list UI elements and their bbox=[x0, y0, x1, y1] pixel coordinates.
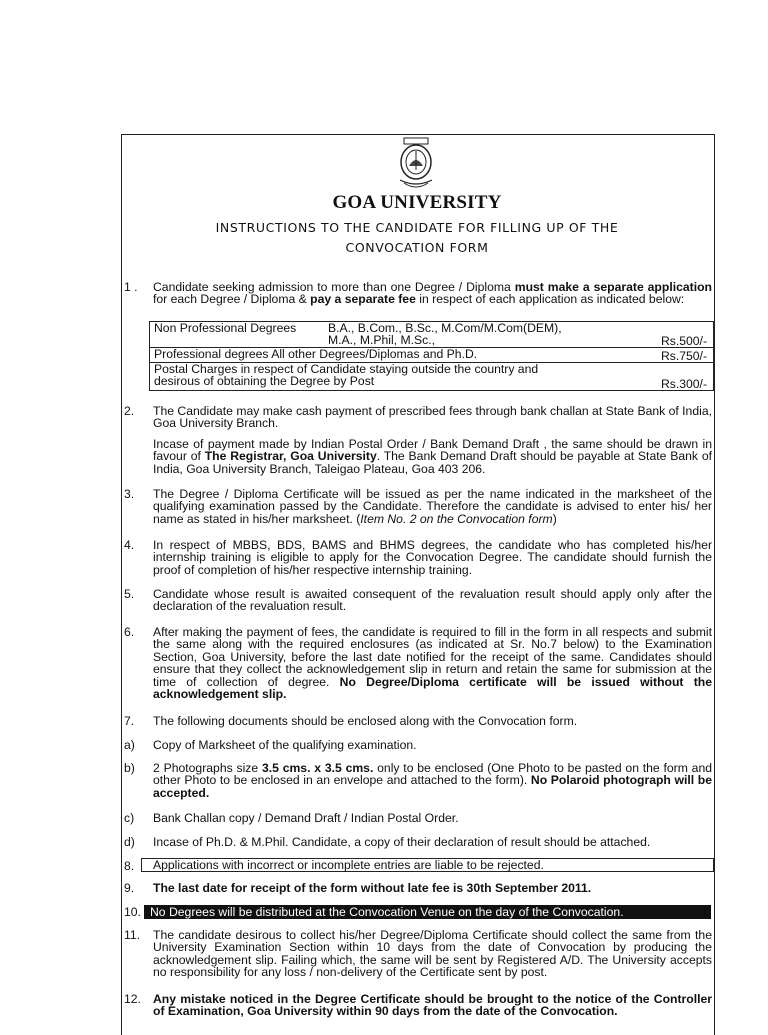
instruction-item-3: 3. The Degree / Diploma Certificate will be issued as per the name indicated in the marksheet of the qualifying examination passed by the Candidate. Therefore the candidate is advised to enter his/ her name as stated in his/her marksheet. (Item No. 2 on the Convocation form) bbox=[124, 487, 712, 526]
university-title: GOA UNIVERSITY bbox=[332, 192, 502, 213]
instruction-item-7c: c) Bank Challan copy / Demand Draft / Indian Postal Order. bbox=[124, 811, 459, 825]
instruction-item-1: 1 . Candidate seeking admission to more than one Degree / Diploma must make a separate application for each Degree / Diploma & pay a separate fee in respect of each application as indicated below: bbox=[124, 280, 712, 307]
fee-row-professional: Professional degrees All other Degrees/Diplomas and Ph.D. Rs.750/- bbox=[150, 347, 713, 362]
item-number: 1 . bbox=[124, 280, 138, 294]
boxed-note: Applications with incorrect or incomplete entries are liable to be rejected. bbox=[141, 858, 714, 872]
instruction-item-7d: d) Incase of Ph.D. & M.Phil. Candidate, a copy of their declaration of result should be attached. bbox=[124, 835, 651, 849]
fee-row-non-professional: Non Professional Degrees B.A., B.Com., B.Sc., M.Com/M.Com(DEM), M.A., M.Phil, M.Sc., Rs.500/- bbox=[154, 321, 707, 348]
instruction-item-7: 7. The following documents should be enclosed along with the Convocation form. bbox=[124, 714, 578, 728]
instructions-title-line2: CONVOCATION FORM bbox=[345, 240, 489, 255]
fee-amount: Rs.500/- bbox=[660, 333, 707, 348]
fee-table bbox=[149, 321, 714, 391]
instruction-item-7a: a) Copy of Marksheet of the qualifying examination. bbox=[124, 738, 417, 752]
document-frame bbox=[121, 134, 715, 1035]
instruction-item-10: 10. No Degrees will be distributed at the Convocation Venue on the day of the Convocation. bbox=[124, 905, 712, 919]
instruction-item-9: 9. The last date for receipt of the form without late fee is 30th September 2011. bbox=[124, 881, 592, 895]
instruction-item-2: 2. The Candidate may make cash payment of prescribed fees through bank challan at State Bank of India, Goa University Branch. Incase of payment made by Indian Postal Order / Bank Demand Draft , the same should be drawn in favour of The Registrar, Goa University. The Bank Demand Draft should be payable at State Bank of India, Goa University Branch, Taleigao Plateau, Goa 403 206. bbox=[124, 404, 712, 476]
fee-amount: Rs.300/- bbox=[660, 376, 707, 391]
instruction-item-6: 6. After making the payment of fees, the candidate is required to fill in the form in all respects and submit the same along with the required enclosures (as indicated at Sr. No.7 below) to the Examination Section, Goa University, before the last date notified for the receipt of the same. Candidates should ensure that they collect the acknowledgement slip in return and retain the same for submission at the time of collection of degree. No Degree/Diploma certificate will be issued without the acknowledgement slip. bbox=[124, 625, 712, 702]
instructions-title-line1: INSTRUCTIONS TO THE CANDIDATE FOR FILLING UP OF THE bbox=[215, 220, 619, 235]
instruction-item-5: 5. Candidate whose result is awaited consequent of the revaluation result should apply only after the declaration of the revaluation result. bbox=[124, 587, 712, 614]
instruction-item-12: 12. Any mistake noticed in the Degree Certificate should be brought to the notice of the Controller of Examination, Goa University within 90 days from the date of the Convocation. bbox=[124, 992, 712, 1019]
instruction-item-8: 8. Applications with incorrect or incomplete entries are liable to be rejected. bbox=[124, 858, 712, 872]
instruction-item-7b: b) 2 Photographs size 3.5 cms. x 3.5 cms. only to be enclosed (One Photo to be pasted on the form and other Photo to be enclosed in an envelope and attached to the form). No Polaroid photograph will be accepted. bbox=[124, 761, 712, 800]
fee-amount: Rs.750/- bbox=[660, 348, 707, 363]
fee-row-postal: Postal Charges in respect of Candidate staying outside the country and desirous of obtaining the Degree by Post Rs.300/- bbox=[150, 362, 713, 390]
highlighted-note: No Degrees will be distributed at the Convocation Venue on the day of the Convocation. bbox=[144, 905, 711, 919]
goa-university-seal-icon bbox=[396, 136, 436, 192]
instruction-item-4: 4. In respect of MBBS, BDS, BAMS and BHMS degrees, the candidate who has completed his/her internship training is eligible to apply for the Convocation Degree. The candidate should furnish the proof of completion of his/her respective internship training. bbox=[124, 538, 712, 577]
instruction-item-11: 11. The candidate desirous to collect his/her Degree/Diploma Certificate should collect the same from the University Examination Section within 10 days from the date of Convocation by producing the acknowledgement slip. Failing which, the same will be sent by Registered A/D. The University accepts no responsibility for any loss / non-delivery of the Certificate sent by post. bbox=[124, 928, 712, 980]
